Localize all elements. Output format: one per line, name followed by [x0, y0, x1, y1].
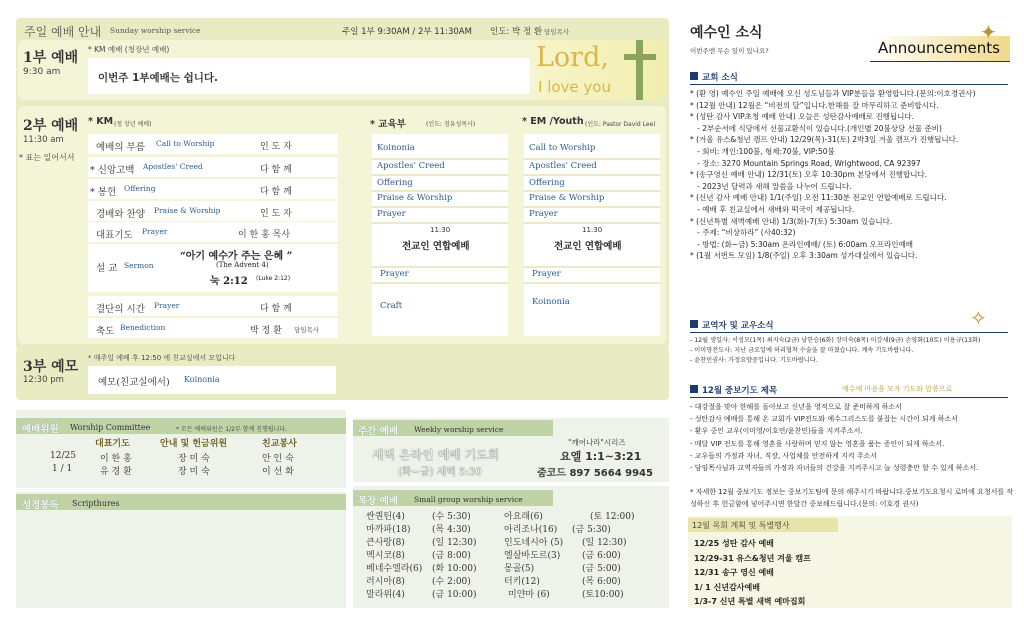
committee-col: 친교봉사 — [262, 439, 297, 449]
news-item: * (12월 안내) 12월은 “비전의 달”입니다.한해를 잘 마무리하고 준비합시다. — [690, 100, 939, 110]
news-item: - 회비: 개인:100불, 형제:70불, VIP:50불 — [690, 146, 835, 156]
news-item: - 예배 후 친교실에서 새배와 떡국이 제공됩니다. — [690, 204, 855, 214]
prayer-note: * 자세한 12월 중보기도 정보는 중보기도팀에 문의 해주시기 바랍니다.중보기도요청시 로비에 요청서를 작성하신 후 헌금함에 넣어주시면 한달간 중보해드립니다.(문의: 이호경 권사) — [690, 488, 1014, 508]
weekly-series: "깨어나라"시리즈 — [568, 438, 626, 447]
header-title: 주일 예배 안내 — [24, 25, 102, 39]
third-service-time: 12:30 pm — [23, 375, 64, 385]
prayer-item: - 담임목사님과 교역자들의 가정과 자녀들의 건강을 지켜주시고 늘 성령충만 할 수 있게 하소서. — [690, 464, 979, 473]
edu-sub: (인도: 정유성목사) — [426, 121, 476, 128]
sermon-title: “아기 예수가 주는 은혜 ” — [180, 251, 293, 262]
square-icon — [690, 320, 698, 328]
second-service-time: 11:30 am — [23, 135, 64, 145]
em-label: * EM /Youth — [522, 116, 584, 127]
weekly-title: 주간 예배 — [358, 426, 399, 437]
committee-col: 안내 및 헌금위원 — [160, 439, 228, 449]
header-title-en: Sunday worship service — [110, 26, 201, 35]
km-sub: (청 장년 예배) — [114, 121, 152, 128]
scripture-title-en: Scripthures — [72, 499, 120, 508]
prayer-title: 12월 중보기도 제목 — [702, 386, 778, 396]
committee-title: 예배위원 — [22, 424, 59, 435]
order-row: 경배와 찬양 Praise & Worship 인 도 자 — [88, 201, 338, 221]
km-label: * KM — [88, 116, 114, 127]
weekly-name: 새벽 온라인 예배 기도회 — [372, 448, 500, 462]
weekly-title-en: Weekly worship service — [414, 425, 504, 434]
weekly-verse: 요엘 1:1~3:21 — [560, 450, 642, 463]
third-service-name: 3부 예모 — [23, 359, 79, 375]
sermon-sub: (The Advent 4) — [216, 261, 269, 269]
news-item: - 윤찬민권사: 가정요양중입니다. 기도바랍니다. — [690, 357, 818, 364]
schedule-item: 12/25 성탄 감사 예배 — [694, 539, 774, 548]
weekly-days: (화~금) 새벽 5:30 — [398, 467, 482, 478]
worship-header — [22, 22, 662, 40]
news-item: * (송구영신 예배 안내) 12/31(토) 오후 10:30pm 본당에서 진행합니다. — [690, 170, 928, 180]
news-item: - 방법: (화~금) 5:30am 온라인예배/ (토) 6:00am 오프라인예배 — [690, 239, 913, 249]
standing-note: * 표는 일어서서 — [19, 153, 75, 162]
square-icon — [690, 385, 698, 393]
edu-news-list — [690, 336, 1010, 366]
sermon-ref: 눅 2:12 — [210, 276, 248, 287]
second-service-name: 2부 예배 — [23, 118, 79, 134]
news-item: * (환 영) 예수인 주일 예배에 오신 성도님들과 VIP분들을 환영합니다.(문의:이호경권사) — [690, 89, 976, 98]
news-item: - 2부순서에 식당에서 선물교환식이 있습니다.(개인별 20불상당 선물 준비) — [690, 123, 942, 133]
schedule-list — [694, 537, 811, 610]
news-item: - 12월 생일자: 서성모(1목) 최지숙(2금) 남한승(6화) 장미숙(8목) 이강세(9금) 손영화(10토) 이용규(13화) — [690, 337, 981, 344]
order-row: 대표기도 Prayer 이 한 홍 목사 — [88, 222, 338, 242]
figure-icon: ✦ — [980, 20, 997, 44]
news-item: - 이미영전도사: 지난 금요일에 허리협착 수술을 잘 마쳤습니다. 계속 기도바랍니다. — [690, 347, 914, 354]
committee-date: 1 / 1 — [52, 464, 73, 474]
news-item: * (겨울 유스&청년 캠프 안내) 12/29(목)-31(토) 2박3일 겨울 캠프가 진행됩니다. — [690, 135, 959, 145]
committee-title-en: Worship Committee — [70, 423, 151, 432]
order-row: * 신앙고백 Apostles' Creed 다 함 께 — [88, 157, 338, 177]
weekly-zoom: 줌코드 897 5664 9945 — [537, 468, 653, 479]
third-service-note: * 매주일 예배 후 12:50 에 친교실에서 모입니다 — [88, 354, 236, 362]
prayer-item: - 교우들의 가정과 자녀, 직장, 사업체를 안전하게 지켜 주소서 — [690, 451, 878, 460]
prayer-list — [690, 401, 1010, 474]
first-service-time: 9:30 am — [23, 67, 61, 77]
sermon-row — [88, 244, 338, 292]
news-item: - 주제: “비상하라” (사40:32) — [690, 228, 796, 238]
news-item: * (신년특별 새벽예배 안내) 1/3(화)-7(토) 5:30am 있습니다. — [690, 216, 893, 226]
lord-line1: Lord, — [536, 42, 609, 73]
square-icon — [690, 72, 698, 80]
church-news-title: 교회 소식 — [702, 73, 738, 83]
cross-icon — [636, 40, 643, 100]
committee-note: * 모든 예배위원은 1/2부 함께 진행됩니다. — [176, 426, 288, 433]
schedule-item: 12/31 송구 영신 예배 — [694, 568, 774, 577]
prayer-item: - 환우 중인 교우(이미영/이호연/윤찬민)들을 지켜주소서. — [690, 427, 863, 436]
church-news-list — [690, 88, 1010, 262]
news-item: - 장소: 3270 Mountain Springs Road, Wrightwood, CA 92397 — [690, 158, 921, 168]
announcements-text: Announcements — [878, 39, 1000, 57]
news-item: - 2023년 달력과 새해 말씀을 나누어 드립니다. — [690, 181, 852, 191]
news-item: * (신년 감사 예배 안내) 1/1(주일) 오전 11:30분 전교인 연합예배로 드립니다. — [690, 193, 947, 203]
announcements-banner — [870, 20, 1010, 62]
schedule-item: 1/ 1 신년감사예배 — [694, 582, 760, 592]
first-service-notice: 이번주 1부예배는 쉽니다. — [98, 72, 219, 84]
small-group-title: 목장 예배 — [358, 496, 399, 507]
em-sub: (인도: Pastor David Lee) — [585, 121, 656, 128]
committee-col: 대표기도 — [95, 439, 130, 449]
header-leader-role: 담임목사 — [544, 28, 570, 36]
prayer-motto: 예수에 마음을 모자 기도와 말씀으로 — [842, 385, 953, 393]
committee-date: 12/25 — [50, 451, 76, 461]
third-service-box: 예모(친교실에서) Koinonia — [88, 366, 336, 394]
sermon-label: 설 교 — [96, 263, 118, 274]
news-title: 예수인 소식 — [690, 25, 763, 41]
header-leader: 인도: 박 정 환 — [490, 27, 543, 37]
schedule-item: 1/3-7 신년 특별 새벽 예마집회 — [694, 597, 806, 606]
sermon-en: Sermon — [124, 261, 154, 270]
em-order-box: Call to Worship Apostles' Creed Offering Praise & Worship Prayer 11:30 전교인 연합예배 Prayer Koinonia — [524, 134, 660, 336]
news-item: * (1월 서번트 모임) 1/8(주일) 오후 3:30am 성가대실에서 있습니다. — [690, 251, 918, 261]
schedule-title: 12월 목회 계획 및 특별행사 — [692, 521, 790, 530]
prayer-item: - 성탄감사 예배를 통해 온 교회가 VIP전도와 예수그리스도를 붙잡는 시간이 되게 하소서 — [690, 415, 958, 424]
schedule-item: 12/29-31 유스&청년 겨울 캠프 — [694, 553, 811, 563]
order-row: 축도 Benediction 박 정 환 담임목사 — [88, 318, 338, 338]
small-group-title-en: Small group worship service — [414, 495, 523, 504]
sermon-ref-en: (Luke 2:12) — [256, 275, 291, 282]
prayer-item: - 대강절을 맞아 한해를 돌아보고 신년을 영적으로 잘 준비하게 하소서 — [690, 403, 902, 411]
lord-line2: I love you — [538, 78, 611, 96]
first-service-label: * KM 예배 (청장년 예배) — [88, 45, 170, 54]
first-service-name: 1부 예배 — [23, 50, 79, 66]
person-icon: ✧ — [970, 306, 987, 330]
lord-banner — [536, 40, 666, 100]
edu-order-box: Koinonia Apostles' Creed Offering Praise & Worship Prayer 11:30 전교인 연합예배 Prayer Craft — [372, 134, 508, 336]
prayer-item: - 매달 VIP 전도를 통해 영혼을 사랑하며 믿지 않는 영혼을 품는 증인이 되게 하소서. — [690, 439, 945, 448]
first-service-notice-box — [88, 58, 530, 94]
news-subtitle: 이번주엔 무슨 일이 있나요? — [690, 47, 769, 55]
edu-news-title: 교역자 및 교우소식 — [702, 321, 774, 331]
header-times: 주일 1부 9:30AM / 2부 11:30AM — [342, 27, 472, 37]
order-row: * 봉헌 Offering 다 함 께 — [88, 179, 338, 199]
edu-label: * 교육부 — [370, 119, 406, 130]
order-row: 예배의 부름 Call to Worship 인 도 자 — [88, 134, 338, 154]
order-row: 결단의 시간 Prayer 다 함 께 — [88, 296, 338, 316]
news-item: * (성탄 감사 VIP초청 예배 안내) 오늘은 성탄감사예배로 진행됩니다. — [690, 112, 915, 122]
scripture-title: 성경봉독 — [22, 500, 59, 511]
